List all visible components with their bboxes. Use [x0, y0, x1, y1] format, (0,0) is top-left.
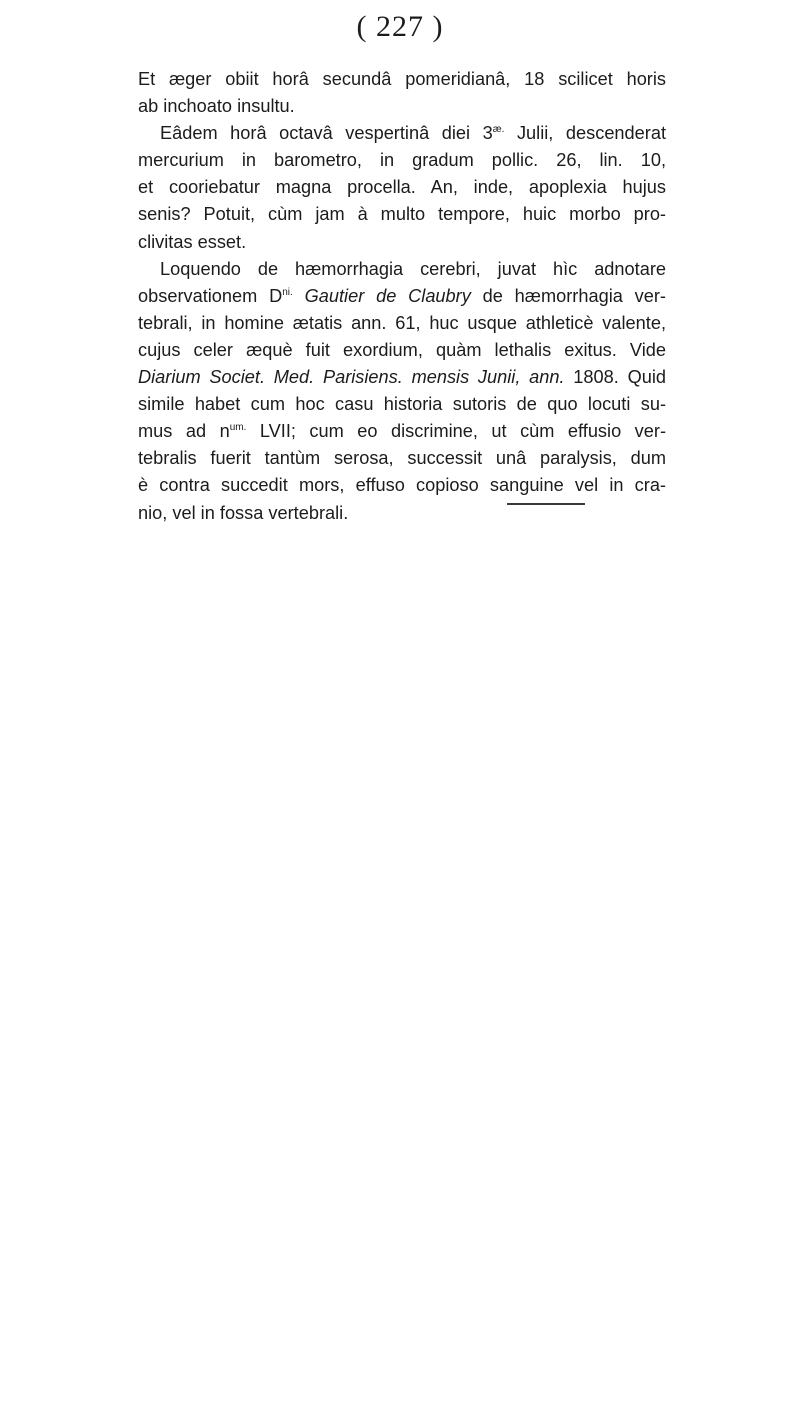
text-line: clivitas esset.	[138, 231, 247, 252]
text-line: Diarium Societ. Med. Parisiens. mensis Junii, ann. 1808. Quid	[138, 367, 666, 388]
text-line: cujus celer æquè fuit exordium, quàm lethalis exitus. Vide	[138, 339, 666, 360]
text-line: tebralis fuerit tantùm serosa, successit unâ paralysis, dum	[138, 448, 666, 469]
text-line: mercurium in barometro, in gradum pollic. 26, lin. 10,	[138, 150, 666, 171]
text-line: ab inchoato insultu.	[138, 96, 295, 117]
body-text	[138, 66, 666, 527]
text-line: nio, vel in fossa vertebrali.	[138, 502, 349, 523]
text-line: senis? Potuit, cùm jam à multo tempore, huic morbo pro-	[138, 204, 666, 225]
text-line: è contra succedit mors, effuso copioso sanguine vel in cra-	[138, 475, 666, 496]
text-line: et cooriebatur magna procella. An, inde, apoplexia hujus	[138, 177, 666, 198]
text-line: mus ad $n^{um.}$ LVII; cum eo discrimine, ut cùm effusio ver-	[138, 421, 667, 442]
text-line: Loquendo de hæmorrhagia cerebri, juvat hìc adnotare	[160, 258, 666, 279]
text-line: observationem $D^{ni.}$ Gautier de Claubry de hæmorrhagia ver-	[138, 285, 666, 306]
page-number: ( 227 )	[356, 10, 444, 43]
section-rule	[507, 503, 585, 505]
text-line: simile habet cum hoc casu historia sutoris de quo locuti su-	[138, 394, 666, 415]
text-line: Eâdem horâ octavâ vespertinâ diei $3^{æ.}$ Julii, descenderat	[160, 123, 667, 144]
text-line: Et æger obiit horâ secundâ pomeridianâ, 18 scilicet horis	[138, 69, 666, 89]
text-line: tebrali, in homine ætatis ann. 61, huc usque athleticè valente,	[138, 312, 666, 333]
